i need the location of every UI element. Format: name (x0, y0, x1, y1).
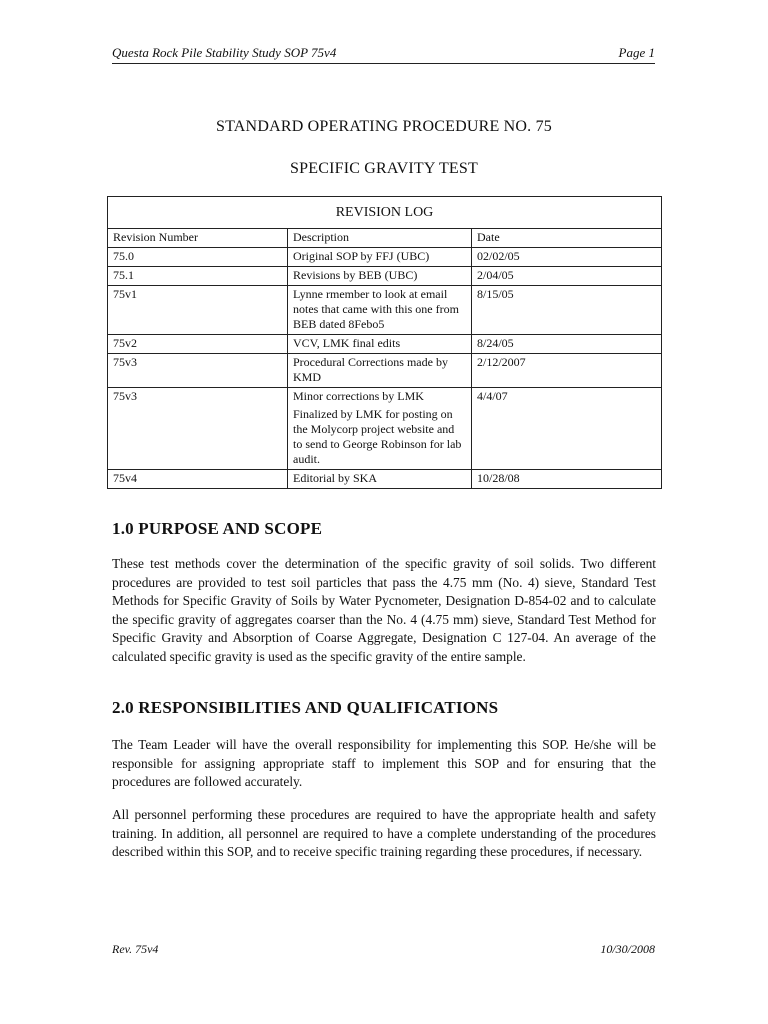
table-row (108, 470, 662, 489)
description-cell: Procedural Corrections made by KMD (288, 354, 472, 388)
date-cell: 02/02/05 (472, 248, 662, 267)
footer-date: 10/30/2008 (600, 942, 655, 956)
revision-log-table (107, 196, 662, 489)
revision-number-cell: 75v3 (108, 388, 288, 470)
revision-number-cell: 75v2 (108, 335, 288, 354)
header-page-number: Page 1 (618, 45, 655, 60)
column-header-date: Date (472, 229, 662, 248)
page-header (112, 44, 655, 64)
paragraph-team-leader: The Team Leader will have the overall responsibility for implementing this SOP. He/she will be responsible for assigning appropriate staff to implement this SOP and for ensuring that the procedures are followed accurately. (112, 737, 656, 789)
date-cell: 2/04/05 (472, 267, 662, 286)
description-cell: Lynne rmember to look at email notes that came with this one from BEB dated 8Febo5 (288, 286, 472, 335)
revision-number-cell: 75v4 (108, 470, 288, 489)
description-cell: Editorial by SKA (288, 470, 472, 489)
document-title: STANDARD OPERATING PROCEDURE NO. 75 (216, 118, 552, 135)
column-header-revision-number: Revision Number (108, 229, 288, 248)
table-row (108, 388, 662, 470)
revision-number-cell: 75.0 (108, 248, 288, 267)
date-cell: 10/28/08 (472, 470, 662, 489)
revision-number-cell: 75.1 (108, 267, 288, 286)
document-subtitle: SPECIFIC GRAVITY TEST (290, 160, 478, 177)
footer-revision: Rev. 75v4 (112, 942, 159, 956)
section-heading-responsibilities: 2.0 RESPONSIBILITIES AND QUALIFICATIONS (112, 698, 499, 717)
header-document-title: Questa Rock Pile Stability Study SOP 75v4 (112, 45, 337, 60)
date-cell: 4/4/07 (472, 388, 662, 470)
description-line: Finalized by LMK for posting on the Molycorp project website and to send to George Robinson for lab audit. (293, 407, 462, 466)
section-heading-purpose-scope: 1.0 PURPOSE AND SCOPE (112, 519, 323, 538)
revision-log-caption: REVISION LOG (108, 197, 662, 229)
date-cell: 8/15/05 (472, 286, 662, 335)
page-footer (112, 942, 655, 957)
table-row (108, 354, 662, 388)
table-row (108, 248, 662, 267)
revision-number-cell: 75v3 (108, 354, 288, 388)
paragraph-personnel: All personnel performing these procedures are required to have the appropriate health and safety training. In addition, all personnel are required to have a complete understanding of the procedures described within this SOP, and to receive specific training regarding these procedures, if necessary. (112, 807, 656, 859)
description-cell: Revisions by BEB (UBC) (288, 267, 472, 286)
revision-number-cell: 75v1 (108, 286, 288, 335)
table-row (108, 286, 662, 335)
table-row (108, 335, 662, 354)
description-cell: Original SOP by FFJ (UBC) (288, 248, 472, 267)
date-cell: 2/12/2007 (472, 354, 662, 388)
paragraph-purpose-scope: These test methods cover the determination of the specific gravity of soil solids. Two different procedures are provided to test soil particles that pass the 4.75 mm (No. 4) sieve, Standard Test Methods for Specific Gravity of Soils by Water Pycnometer, Designation D-854-02 and to calculate the specific gravity of aggregates coarser than the No. 4 (4.75 mm) sieve, Standard Test Method for Specific Gravity and Absorption of Coarse Aggregate, Designation C 127-04. An average of the calculated specific gravity is used as the specific gravity of the entire sample. (112, 556, 656, 664)
date-cell: 8/24/05 (472, 335, 662, 354)
table-row (108, 267, 662, 286)
revision-log-header-row (108, 229, 662, 248)
column-header-description: Description (288, 229, 472, 248)
description-cell: VCV, LMK final edits (288, 335, 472, 354)
description-cell (288, 388, 472, 470)
description-line: Minor corrections by LMK (293, 389, 424, 403)
